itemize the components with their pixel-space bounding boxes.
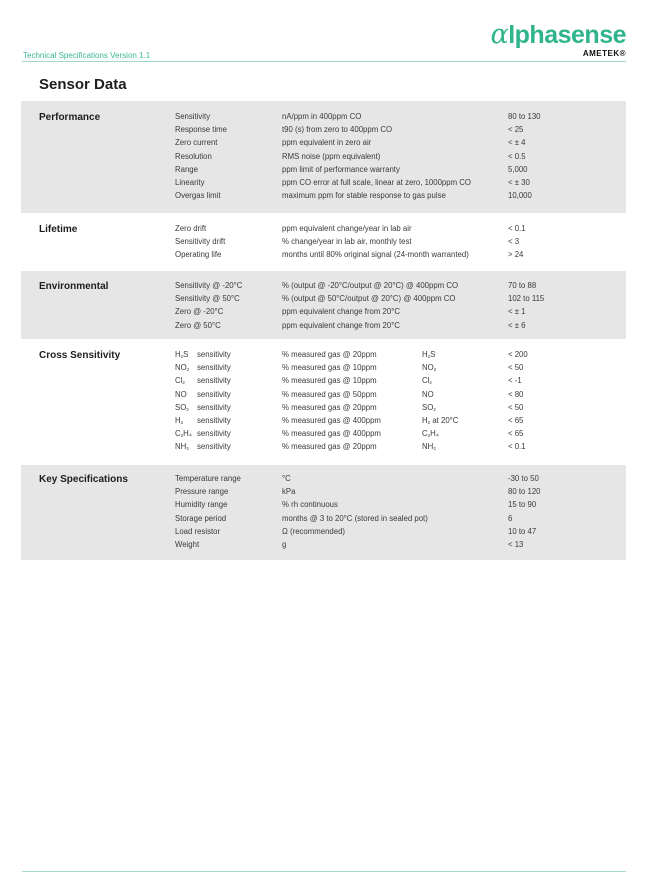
spec-parameter bbox=[175, 416, 231, 425]
spec-parameter: Sensitivity @ 50°C bbox=[175, 294, 240, 304]
gas-symbol-suffix: H₄ bbox=[183, 429, 192, 439]
gas-subscript: 3 bbox=[186, 446, 189, 452]
spec-row bbox=[21, 540, 626, 553]
spec-description: % measured gas @ 50ppm bbox=[282, 389, 377, 399]
spec-value: 6 bbox=[508, 513, 513, 523]
target-subscript: 2 bbox=[433, 367, 437, 373]
spec-parameter bbox=[175, 403, 231, 412]
gas-symbol: NH bbox=[175, 442, 187, 452]
spec-value: < 3 bbox=[508, 237, 520, 247]
gas-symbol: C bbox=[175, 429, 181, 439]
gas-symbol: H bbox=[175, 350, 181, 359]
gas-formula bbox=[175, 442, 197, 451]
cross-sensitivity-row bbox=[21, 442, 626, 455]
gas-formula bbox=[175, 363, 197, 372]
spec-description: % change/year in lab air, monthly test bbox=[282, 237, 412, 247]
gas-subscript: 2 bbox=[180, 433, 184, 439]
spec-value: 10,000 bbox=[508, 191, 532, 201]
spec-parameter: Storage period bbox=[175, 513, 227, 523]
spec-row bbox=[21, 237, 626, 250]
spec-parameter: Humidity range bbox=[175, 500, 228, 510]
section-performance bbox=[21, 101, 626, 213]
spec-parameter: Sensitivity @ -20°C bbox=[175, 281, 243, 290]
spec-parameter: Resolution bbox=[175, 151, 212, 161]
logo-text: lphasense bbox=[508, 21, 626, 49]
spec-description: maximum ppm for stable response to gas pulse bbox=[282, 191, 446, 201]
gas-formula bbox=[175, 376, 197, 385]
target-symbol: H bbox=[422, 416, 428, 425]
spec-value: < -1 bbox=[508, 376, 522, 386]
spec-parameter bbox=[175, 429, 231, 438]
section-title: Performance bbox=[39, 112, 101, 123]
spec-value: < 50 bbox=[508, 363, 524, 373]
spec-parameter: Zero current bbox=[175, 138, 218, 148]
spec-value: 5,000 bbox=[508, 164, 528, 174]
spec-row bbox=[21, 321, 626, 334]
spec-description: % measured gas @ 20ppm bbox=[282, 350, 377, 359]
spec-parameter: Operating life bbox=[175, 250, 222, 260]
cross-sensitivity-row bbox=[21, 376, 626, 389]
spec-parameter bbox=[175, 376, 231, 385]
spec-value: < ± 1 bbox=[508, 307, 526, 317]
spec-description: kPa bbox=[282, 487, 296, 497]
spec-value: -30 to 50 bbox=[508, 474, 539, 483]
section-title: Lifetime bbox=[39, 224, 78, 235]
spec-value: < 65 bbox=[508, 416, 524, 425]
gas-symbol: NO bbox=[175, 389, 187, 399]
section-title: Cross Sensitivity bbox=[39, 350, 121, 361]
cross-sensitivity-row bbox=[21, 363, 626, 376]
spec-parameter: Load resistor bbox=[175, 526, 221, 536]
target-gas bbox=[422, 350, 435, 359]
spec-parameter: Sensitivity drift bbox=[175, 237, 226, 247]
param-suffix: sensitivity bbox=[197, 402, 231, 412]
spec-parameter bbox=[175, 363, 231, 372]
spec-value: < 80 bbox=[508, 389, 524, 399]
spec-value: 70 to 88 bbox=[508, 281, 537, 290]
target-symbol: Cl bbox=[422, 376, 430, 386]
spec-row bbox=[21, 224, 626, 237]
target-suffix: H₄ bbox=[430, 429, 439, 439]
gas-symbol: SO bbox=[175, 402, 187, 412]
cross-sensitivity-row bbox=[21, 350, 626, 363]
spec-row bbox=[21, 307, 626, 320]
spec-parameter: Overgas limit bbox=[175, 191, 221, 201]
spec-value: 80 to 120 bbox=[508, 487, 541, 497]
gas-subscript: 2 bbox=[186, 367, 190, 373]
spec-parameter: Zero drift bbox=[175, 224, 207, 233]
spec-description: % measured gas @ 20ppm bbox=[282, 402, 377, 412]
spec-value: < 0.1 bbox=[508, 442, 526, 452]
target-gas bbox=[422, 416, 458, 425]
footer-divider bbox=[22, 871, 626, 872]
spec-description: % measured gas @ 400ppm bbox=[282, 429, 381, 439]
target-subscript: 2 bbox=[427, 420, 431, 425]
gas-subscript: 2 bbox=[180, 354, 184, 359]
spec-description: RMS noise (ppm equivalent) bbox=[282, 151, 381, 161]
spec-value: 10 to 47 bbox=[508, 526, 537, 536]
spec-row bbox=[21, 474, 626, 487]
spec-description: ppm CO error at full scale, linear at zero, 1000ppm CO bbox=[282, 178, 471, 187]
spec-value: < 0.5 bbox=[508, 151, 526, 161]
spec-description: ppm limit of performance warranty bbox=[282, 164, 400, 174]
spec-description: Ω (recommended) bbox=[282, 526, 346, 536]
spec-value: 102 to 115 bbox=[508, 294, 545, 304]
target-gas bbox=[422, 403, 436, 412]
target-gas bbox=[422, 363, 436, 372]
spec-parameter: Zero @ -20°C bbox=[175, 307, 224, 317]
param-suffix: sensitivity bbox=[197, 429, 231, 439]
param-suffix: sensitivity bbox=[197, 442, 231, 452]
page-title: Sensor Data bbox=[39, 76, 127, 93]
gas-subscript: 2 bbox=[182, 380, 185, 386]
spec-parameter: Weight bbox=[175, 540, 200, 549]
spec-value: < 50 bbox=[508, 402, 524, 412]
header-divider bbox=[22, 61, 626, 62]
section-cross-sensitivity bbox=[21, 339, 626, 465]
spec-description: ppm equivalent in zero air bbox=[282, 138, 372, 148]
target-symbol: SO bbox=[422, 402, 434, 412]
target-suffix: S bbox=[430, 350, 436, 359]
cross-sensitivity-row bbox=[21, 416, 626, 429]
gas-symbol: NO bbox=[175, 363, 187, 373]
spec-value: < 65 bbox=[508, 429, 524, 439]
spec-parameter bbox=[175, 442, 231, 451]
spec-value: < 13 bbox=[508, 540, 524, 549]
logo-wordmark bbox=[490, 19, 626, 50]
spec-row bbox=[21, 152, 626, 165]
param-suffix: sensitivity bbox=[197, 376, 231, 386]
target-subscript: 3 bbox=[433, 446, 436, 452]
spec-value: > 24 bbox=[508, 250, 524, 260]
spec-row bbox=[21, 138, 626, 151]
spec-description: % (output @ 50°C/output @ 20°C) @ 400ppm CO bbox=[282, 294, 456, 304]
spec-parameter bbox=[175, 350, 231, 359]
spec-value: < ± 30 bbox=[508, 178, 530, 187]
param-suffix: sensitivity bbox=[197, 350, 231, 359]
gas-formula bbox=[175, 403, 197, 412]
spec-description: g bbox=[282, 540, 287, 549]
target-symbol: NO bbox=[422, 389, 434, 399]
param-suffix: sensitivity bbox=[197, 416, 231, 425]
spec-description: ppm equivalent change from 20°C bbox=[282, 320, 400, 330]
spec-description: % measured gas @ 10ppm bbox=[282, 363, 377, 373]
spec-description: nA/ppm in 400ppm CO bbox=[282, 112, 362, 121]
param-suffix: sensitivity bbox=[197, 363, 231, 373]
document-version: Technical Specifications Version 1.1 bbox=[23, 51, 151, 60]
gas-subscript: 2 bbox=[180, 420, 184, 425]
gas-formula bbox=[175, 350, 197, 359]
spec-value: < ± 6 bbox=[508, 320, 526, 330]
spec-row bbox=[21, 191, 626, 204]
spec-row bbox=[21, 281, 626, 294]
spec-parameter: Response time bbox=[175, 125, 228, 135]
gas-symbol-suffix: S bbox=[183, 350, 189, 359]
spec-parameter: Zero @ 50°C bbox=[175, 320, 221, 330]
section-title: Key Specifications bbox=[39, 474, 128, 485]
spec-value: < 0.1 bbox=[508, 224, 526, 233]
spec-value: 15 to 90 bbox=[508, 500, 537, 510]
spec-row bbox=[21, 250, 626, 263]
spec-description: % measured gas @ 20ppm bbox=[282, 442, 377, 452]
spec-row bbox=[21, 165, 626, 178]
spec-parameter bbox=[175, 390, 231, 399]
cross-sensitivity-row bbox=[21, 403, 626, 416]
ametek-logo: AMETEK® bbox=[582, 49, 626, 58]
target-subscript: 2 bbox=[427, 354, 431, 359]
section-lifetime bbox=[21, 213, 626, 271]
gas-formula bbox=[175, 416, 197, 425]
target-symbol: C bbox=[422, 429, 428, 439]
spec-row bbox=[21, 178, 626, 191]
spec-row bbox=[21, 487, 626, 500]
spec-row bbox=[21, 500, 626, 513]
spec-description: ppm equivalent change from 20°C bbox=[282, 307, 400, 317]
target-subscript: 2 bbox=[427, 433, 431, 439]
section-key-specifications bbox=[21, 465, 626, 560]
spec-parameter: Sensitivity bbox=[175, 112, 211, 121]
spec-description: months @ 3 to 20°C (stored in sealed pot) bbox=[282, 513, 428, 523]
gas-symbol: Cl bbox=[175, 376, 183, 386]
section-environmental bbox=[21, 271, 626, 339]
spec-description: % (output @ -20°C/output @ 20°C) @ 400ppm CO bbox=[282, 281, 459, 290]
cross-sensitivity-row bbox=[21, 390, 626, 403]
param-suffix: sensitivity bbox=[197, 389, 231, 399]
spec-description: °C bbox=[282, 474, 291, 483]
spec-value: < 25 bbox=[508, 125, 524, 135]
spec-value: < ± 4 bbox=[508, 138, 526, 148]
spec-description: % measured gas @ 400ppm bbox=[282, 416, 381, 425]
alphasense-logo bbox=[490, 19, 626, 58]
spec-parameter: Range bbox=[175, 164, 198, 174]
target-symbol: NO bbox=[422, 363, 434, 373]
spec-row bbox=[21, 112, 626, 125]
spec-description: ppm equivalent change/year in lab air bbox=[282, 224, 412, 233]
spec-parameter: Linearity bbox=[175, 178, 205, 187]
spec-parameter: Temperature range bbox=[175, 474, 241, 483]
spec-value: < 200 bbox=[508, 350, 528, 359]
spec-row bbox=[21, 527, 626, 540]
spec-value: 80 to 130 bbox=[508, 112, 541, 121]
target-gas bbox=[422, 442, 436, 451]
target-symbol: H bbox=[422, 350, 428, 359]
spec-description: months until 80% original signal (24-month warranted) bbox=[282, 250, 469, 260]
spec-row bbox=[21, 514, 626, 527]
target-suffix: at 20°C bbox=[430, 416, 459, 425]
target-symbol: NH bbox=[422, 442, 434, 452]
spec-row bbox=[21, 294, 626, 307]
gas-symbol: H bbox=[175, 416, 181, 425]
target-subscript: 2 bbox=[433, 406, 436, 412]
spec-description: t90 (s) from zero to 400ppm CO bbox=[282, 125, 393, 135]
gas-formula bbox=[175, 390, 197, 399]
spec-row bbox=[21, 125, 626, 138]
target-gas bbox=[422, 390, 434, 399]
target-gas bbox=[422, 376, 432, 385]
spec-description: % measured gas @ 10ppm bbox=[282, 376, 377, 386]
gas-formula bbox=[175, 429, 197, 438]
spec-description: % rh continuous bbox=[282, 500, 338, 510]
cross-sensitivity-row bbox=[21, 429, 626, 442]
section-title: Environmental bbox=[39, 281, 109, 292]
target-subscript: 2 bbox=[429, 380, 432, 386]
alpha-glyph-icon: α bbox=[490, 19, 509, 50]
spec-parameter: Pressure range bbox=[175, 487, 229, 497]
target-gas bbox=[422, 429, 439, 438]
gas-subscript: 2 bbox=[186, 406, 189, 412]
